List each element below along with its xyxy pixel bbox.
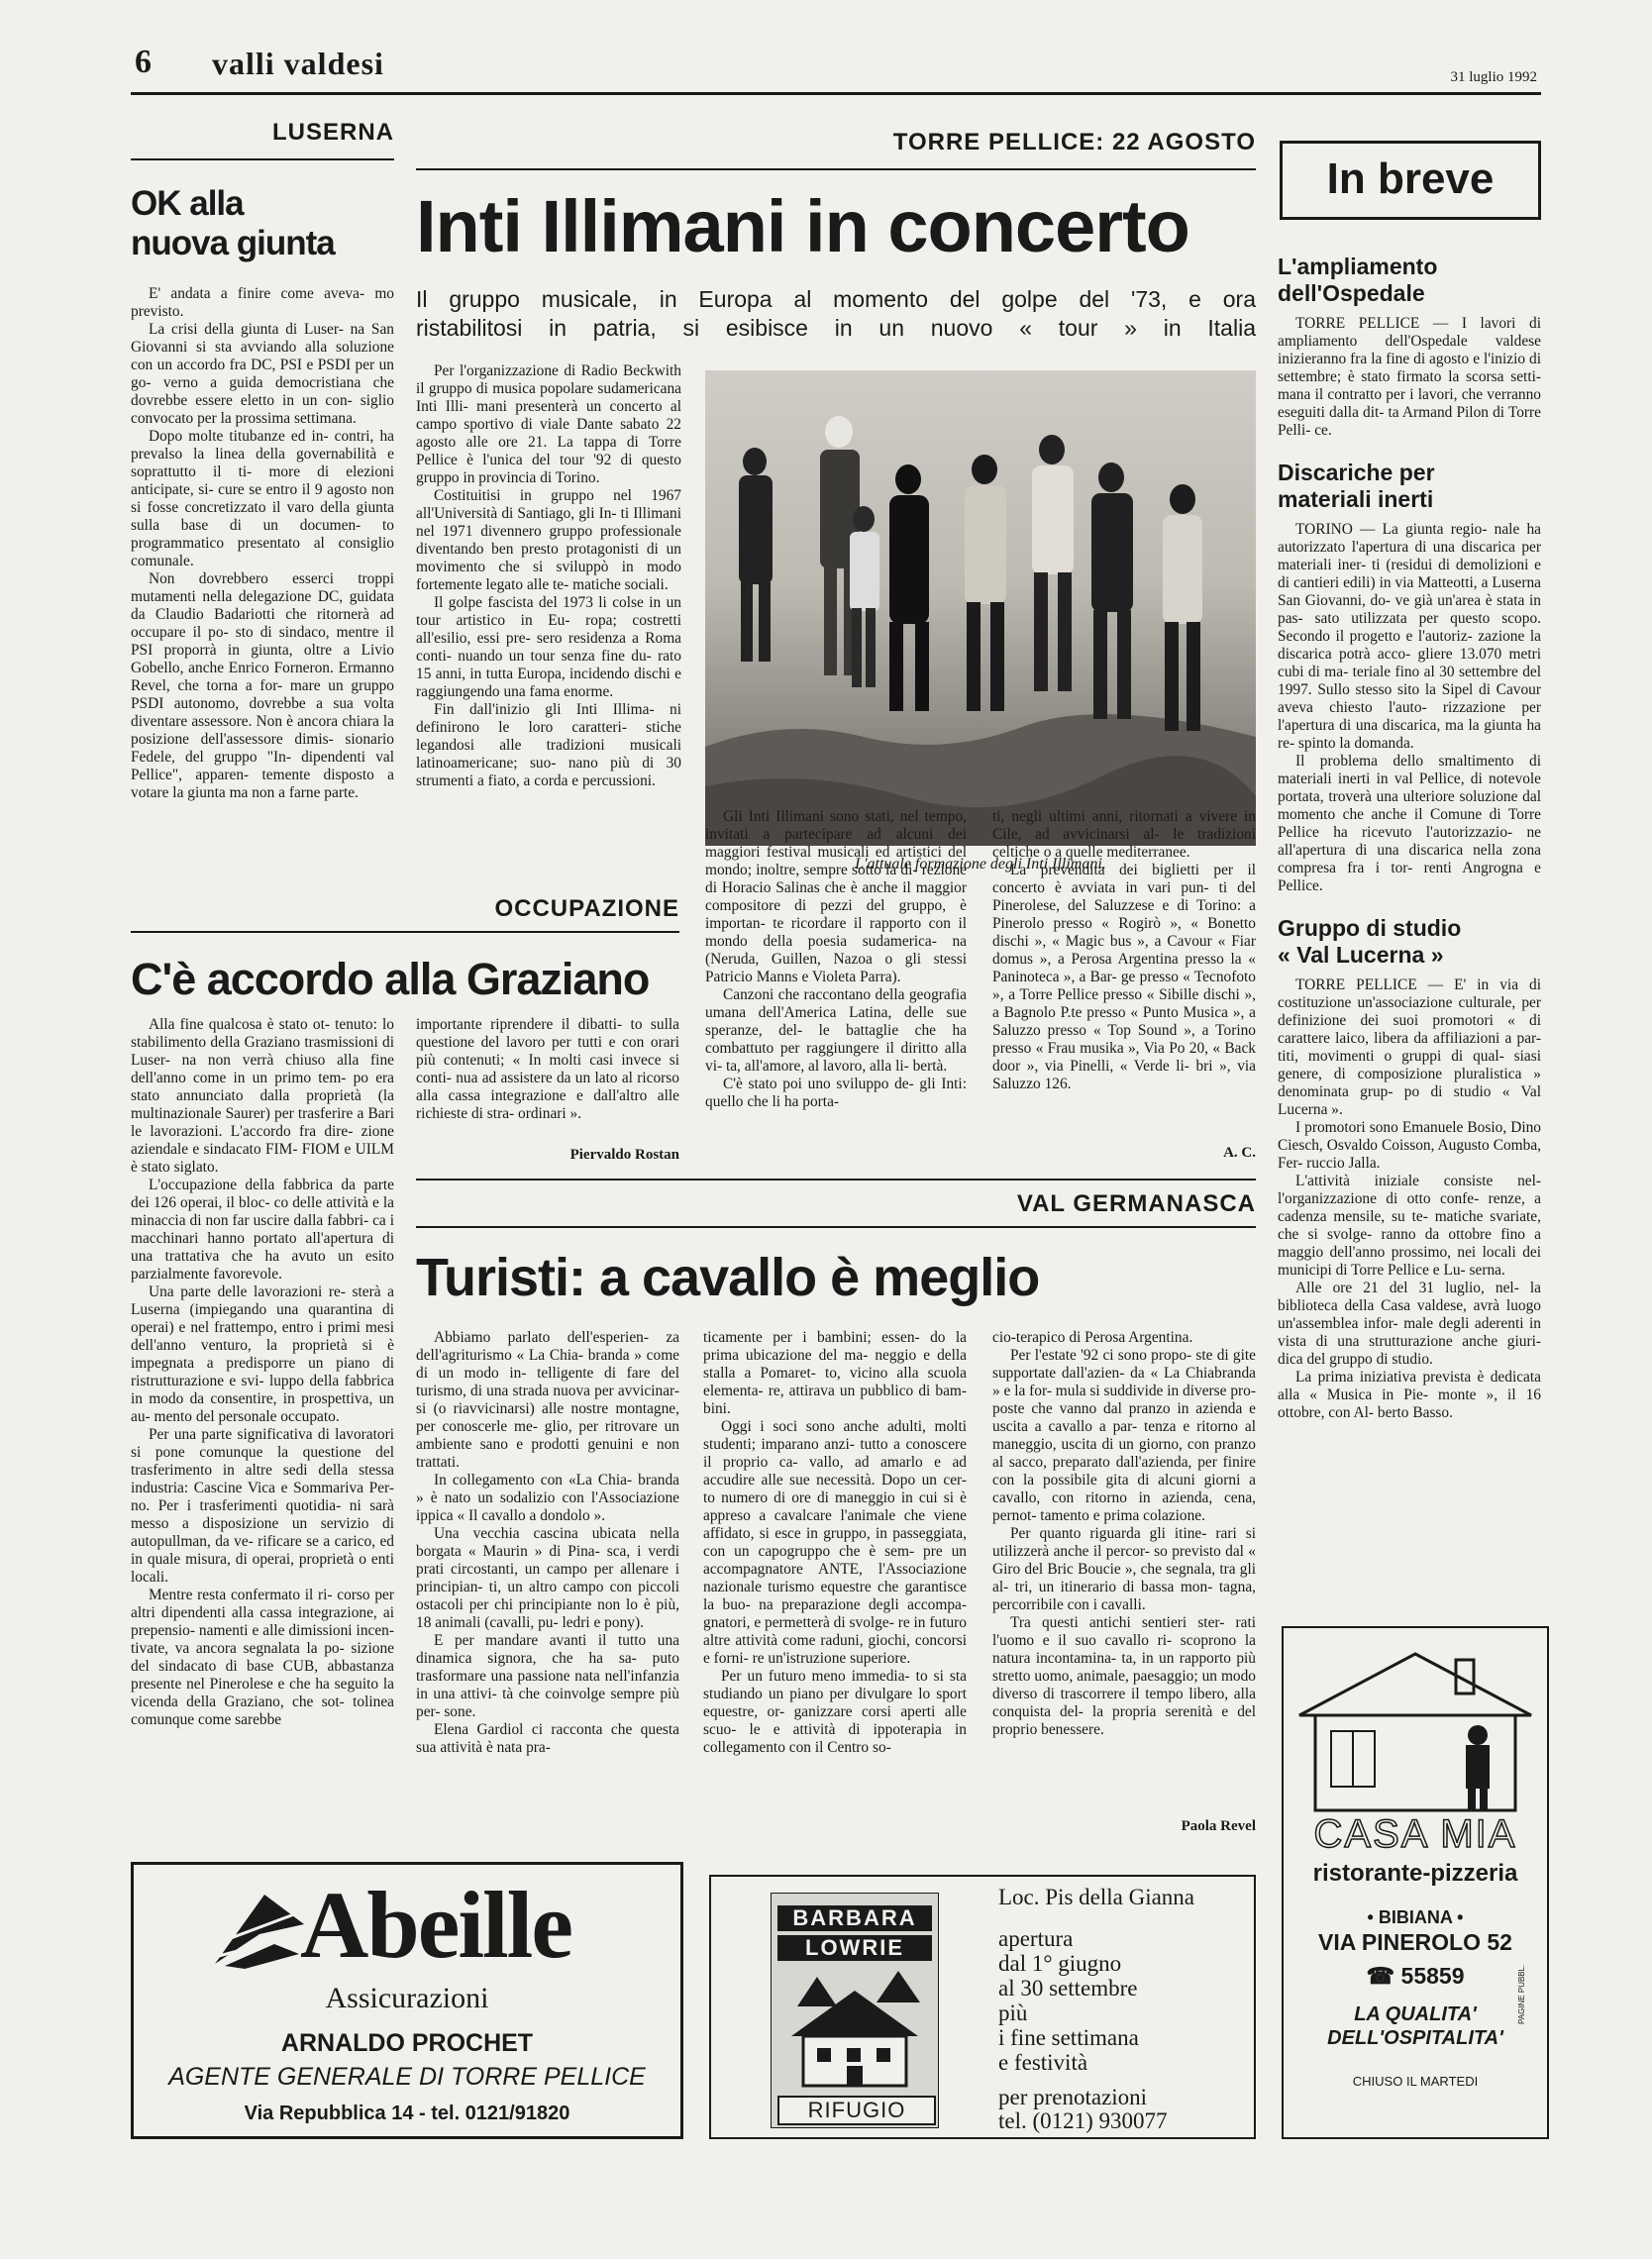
brief-paragraph: I promotori sono Emanuele Bosio, Dino Ciesch, Osvaldo Coisson, Augusto Comba, Fer- ruccio Jalla. xyxy=(1278,1119,1541,1172)
graziano-paragraph: L'occupazione della fabbrica da parte dei 126 operai, il bloc- co delle attività e la minaccia di non far uscire dalla fabbri- ca i macchinari hanno portato all'apertura di una trattativa che ha avuto un esito parzialmente favorevole. xyxy=(131,1177,394,1283)
abeille-sub: Assicurazioni xyxy=(325,1982,489,2014)
inti-article xyxy=(416,119,1256,872)
brief-title-ospedale: L'ampliamento dell'Ospedale xyxy=(1278,254,1438,306)
turisti-signature: Paola Revel xyxy=(1181,1818,1256,1834)
luserna-kicker-rule xyxy=(131,158,394,160)
casamia-closed: CHIUSO IL MARTEDI xyxy=(1352,2074,1479,2089)
brief-text-gruppo-studio xyxy=(1278,976,1541,1422)
rifugio-booking: per prenotazioni xyxy=(998,2085,1148,2109)
brief-paragraph: L'attività iniziale consiste nel- l'organizzazione di otto confe- renze, a cadenza mensile, su te- matiche svariate, che si svolge- ranno da ottobre fino a maggio dell'anno prossimo, nei locali dei municipi di Torre Pellice e Lu- serna. xyxy=(1278,1173,1541,1279)
turisti-top-rule xyxy=(416,1179,1256,1181)
inti-paragraph: ti, negli ultimi anni, ritornati a vivere in Cile, ad avvicinarsi al- le tradizioni celtiche o a quelle mediterranee. xyxy=(992,808,1256,861)
masthead-rule xyxy=(131,92,1541,95)
brief-paragraph: Il problema dello smaltimento di materiali inerti in val Pellice, di notevole portata, troverà una ulteriore soluzione dal momento che anche il Comune di Torre Pellice ha ricevuto l'autorizzazio- ne all'apertura di una discarica nella zona compresa fra i tor- renti Angrogna e Pellice. xyxy=(1278,753,1541,894)
rifugio-logo-line1: BARBARA xyxy=(777,1905,932,1931)
rifugio-logo-bottom: RIFUGIO xyxy=(777,2096,936,2125)
brief-text-discariche xyxy=(1278,521,1541,895)
inti-subtitle-line1: Il gruppo musicale, in Europa al momento del golpe del '73, e ora xyxy=(416,286,1256,312)
casamia-credit: PAGINE PUBBL. xyxy=(1517,1964,1526,2024)
brief-text-ospedale xyxy=(1278,315,1541,440)
graziano-paragraph: importante riprendere il dibatti- to sulla questione del lavoro per tutti e con orari più contenuti; « In molti casi invece si conti- nua ad assistere da un lato al ricorso alla cassa integrazione e dall'altro alle richieste di stra- ordinari ». xyxy=(416,1016,679,1122)
inti-paragraph: Gli Inti Illimani sono stati, nel tempo, invitati a partecipare ad alcuni dei maggiori festival musicali ed artistici del mondo; inoltre, sempre sotto la di- rezione di Horacio Salinas che è anche il maggior compositore di pezzi del gruppo, è importan- te ricordare il rapporto con il mondo della poesia sudamerica- na (Neruda, Guillen, Nazoa o gli stessi Patricio Manns e Violeta Parra). xyxy=(705,808,967,985)
rifugio-hours: apertura dal 1° giugno al 30 settembre più i fine settimana e festività xyxy=(998,1926,1139,2075)
graziano-signature: Piervaldo Rostan xyxy=(569,1147,679,1163)
inti-column-1 xyxy=(416,362,681,790)
graziano-kicker: OCCUPAZIONE xyxy=(494,895,679,922)
inti-photo-caption: L'attuale formazione degli Inti Illimani. xyxy=(855,856,1106,873)
luserna-paragraph: Non dovrebbero esserci troppi mutamenti nella delegazione DC, guidata da Claudio Badariotti che ritornerà ad occupare il po- sto di sindaco, mentre il PSI proporrà in giunta, oltre a Livio Gobello, anche Enrico Forneron. Ermanno Revel, che torna a for- mare un gruppo PSDI autonomo, dovrebbe a sua volta diventare assessore. Non è ancora chiara la posizione dell'assessore dimis- sionario Fedele, del gruppo "In- dipendenti val Pellice", apparen- temente disposto a votare la giunta ma non a farne parte. xyxy=(131,570,394,801)
turisti-paragraph: Una vecchia cascina ubicata nella borgata « Maurin » di Pina- sca, i verdi prati circostanti, un campo per allenare i principian- ti, un altro campo con piccoli ostacoli per chi principiante non lo è più, 18 animali (cavalli, pu- ledri e pony). xyxy=(416,1525,679,1631)
casamia-type: ristorante-pizzeria xyxy=(1312,1860,1518,1887)
brief-paragraph: Alle ore 21 del 31 luglio, nel- la biblioteca della Casa valdese, avrà luogo un'assemblea infor- male degli aderenti in vista di una strutturazione anche giuri- dica del gruppo di studio. xyxy=(1278,1280,1541,1368)
abeille-logo-icon xyxy=(205,1885,314,1974)
rifugio-phone: tel. (0121) 930077 xyxy=(998,2108,1168,2133)
luserna-kicker: LUSERNA xyxy=(271,119,394,146)
turisti-paragraph: Tra questi antichi sentieri ster- rati l'uomo e il suo cavallo ri- scoprono la natura incontamina- ta, in un rapporto più stretto uomo, animale, paesaggio; un modo diverso di trascorrere il tempo libero, alla conquista del- la propria serenità e del proprio benessere. xyxy=(992,1614,1256,1738)
inti-column-3 xyxy=(992,808,1256,1093)
inti-kicker-rule xyxy=(416,168,1256,170)
rifugio-logo-line2: LOWRIE xyxy=(777,1935,932,1961)
graziano-paragraph: Una parte delle lavorazioni re- sterà a Luserna (impiegando una quarantina di operai) e nel frattempo, entro i primi mesi dell'anno venturo, la proprietà si è impegnata a predisporre un piano di ristrutturazione e svi- luppo della fabbrica in modo da consentire, in prospettiva, un au- mento del personale occupato. xyxy=(131,1284,394,1425)
luserna-body xyxy=(131,285,394,802)
brief-paragraph: La prima iniziativa prevista è dedicata alla « Musica in Pie- monte », il 16 ottobre, con Al- berto Basso. xyxy=(1278,1369,1541,1421)
chalet-icon xyxy=(777,1967,932,2096)
ad-abeille[interactable] xyxy=(131,1862,683,2139)
ad-rifugio[interactable] xyxy=(709,1875,1256,2139)
turisti-title: Turisti: a cavallo è meglio xyxy=(416,1248,1040,1307)
turisti-paragraph: cio-terapico di Perosa Argentina. xyxy=(992,1329,1193,1346)
turisti-column-1 xyxy=(416,1329,679,1757)
graziano-kicker-rule xyxy=(131,931,679,933)
in-breve-header: In breve xyxy=(1326,154,1495,203)
turisti-paragraph: E per mandare avanti il tutto una dinamica signora, che ha sa- puto trasformare una passione nata nell'infanzia in una attivi- tà che coinvolge sempre più per- sone. xyxy=(416,1632,679,1720)
graziano-paragraph: Alla fine qualcosa è stato ot- tenuto: lo stabilimento della Graziano trasmissioni di Luser- na non verrà chiuso alla fine dell'anno come in un primo tem- po era stato annunciato dalla proprietà (la multinazionale Saurer) per trasferire a Bari le lavorazioni. L'accordo fra dire- zione aziendale e sindacato FIM- FIOM e UILM è stato siglato. xyxy=(131,1016,394,1176)
turisti-paragraph: Per un futuro meno immedia- to si sta studiando un piano per divulgare lo sport equestre, or- ganizzare corsi aperti alle scuo- le e attività di ippoterapia in collegamento con il Centro so- xyxy=(703,1668,967,1756)
turisti-paragraph: ticamente per i bambini; essen- do la prima ubicazione del ma- neggio e della stalla a Pomaret- to, vicino alla scuola elementa- re, attirava un pubblico di bam- bini. xyxy=(703,1329,967,1417)
inti-paragraph: Canzoni che raccontano della geografia umana dell'America Latina, delle sue speranze, del- le battaglie che ha combattuto per raggiungere il diritto alla vi- ta, all'amore, al lavoro, alla li- bertà. xyxy=(705,986,967,1075)
turisti-paragraph: In collegamento con «La Chia- branda » è nato un sodalizio con l'Associazione ippica « Il cavallo a dondolo ». xyxy=(416,1472,679,1524)
graziano-title: C'è accordo alla Graziano xyxy=(131,954,650,1004)
turisti-paragraph: Elena Gardiol ci racconta che questa sua attività è nata pra- xyxy=(416,1721,679,1756)
ad-casamia[interactable] xyxy=(1282,1626,1549,2139)
turisti-paragraph: Oggi i soci sono anche adulti, molti studenti; imparano anzi- tutto a conoscere il proprio ca- vallo, ad amarlo e ad accudire alle sue necessità. Dopo un cer- to numero di ore di maneggio in cui si è appreso a cavalcare l'animale che viene affidato, si esce in gruppo, in passeggiata, con un capogruppo che è sem- pre un accompagnatore ANTE, l'Associazione nazionale turismo equestre che garantisce la buo- na preparazione degli accompa- gnatori, e permetterà di svolge- re in futuro altre attività come raduni, giochi, concorsi e forni- re un'istruzione superiore. xyxy=(703,1418,967,1667)
casamia-brand: CASA MIA xyxy=(1313,1812,1517,1856)
turisti-paragraph: Abbiamo parlato dell'esperien- za dell'agriturismo « La Chia- branda » come di un modo in- telligente di fare del turismo, di una strada nuova per avvicinar- si (o riavvicinarsi) alle nostre montagne, per conoscerle me- glio, per ritrovare un ambiente sano e prodotti genuini e non trattati. xyxy=(416,1329,679,1471)
graziano-paragraph: Mentre resta confermato il ri- corso per altri dipendenti alla cassa integrazione, ai prepensio- namenti e alle dimissioni incen- tivate, va ancora segnalata la po- sizione del sindacato di base CUB, abbastanza presente nel Pinerolese e che ha seguito la vicenda della Graziano, che sot- tolinea comunque come sarebbe xyxy=(131,1587,394,1728)
brief-title-discariche: Discariche per materiali inerti xyxy=(1278,460,1435,512)
inti-paragraph: La prevendita dei biglietti per il concerto è avviata in vari pun- ti del Pinerolese, del Saluzzese e di Torino: a Pinerolo presso « Rogirò », « Bonetto dischi », « Magic bus », a Cavour « Fiar domus », a Perosa Argentina presso la « Paninoteca », a Bar- ge presso « Tecnofoto », a Torre Pellice presso « Sibille dischi », a Bagnolo P.te presso « Punto Musica », a Saluzzo presso « Top Sound », a Torino presso « Frau musika », Via Po 20, « Back door », via Pinelli, « Verde li- bri », via Saluzzo 126. xyxy=(992,862,1256,1092)
luserna-paragraph: E' andata a finire come aveva- mo previsto. xyxy=(131,285,394,320)
issue-date: 31 luglio 1992 xyxy=(1450,69,1537,85)
inti-photo xyxy=(705,370,1256,846)
inti-paragraph: C'è stato poi uno sviluppo de- gli Inti: quello che li ha porta- xyxy=(705,1076,967,1110)
luserna-paragraph: Dopo molte titubanze ed in- contri, ha prevalso la linea della governabilità e soprattutto il ti- more di elezioni anticipate, si- cure se entro il 9 agosto non si fosse concretizzato il varo della giunta sulla base di un documen- to programmatico presentato al consiglio comunale. xyxy=(131,428,394,569)
abeille-brand: Abeille xyxy=(300,1872,571,1978)
brief-paragraph: TORRE PELLICE — I lavori di ampliamento dell'Ospedale valdese inizieranno fra la fine di agosto e l'inizio di settembre; è stato firmato la scorsa setti- mana il contratto per i lavori, che verranno eseguiti dalla dit- ta Armand Pilon di Torre Pelli- ce. xyxy=(1278,315,1541,439)
turisti-column-2 xyxy=(703,1329,967,1757)
casamia-phone-row xyxy=(1284,1963,1547,1990)
luserna-title xyxy=(131,184,335,263)
luserna-title-line2: nuova giunta xyxy=(131,224,335,262)
inti-title: Inti Illimani in concerto xyxy=(416,185,1189,267)
luserna-title-line1: OK alla xyxy=(131,184,244,223)
inti-paragraph: Costituitisi in gruppo nel 1967 all'Università di Santiago, gli In- ti Illimani nel 1971 divennero gruppo professionale diventando ben presto protagonisti di un movimento che si sviluppò in modo fortemente legato alle te- matiche sociali. xyxy=(416,487,681,593)
in-breve-header-box xyxy=(1280,141,1541,220)
rifugio-logo xyxy=(771,1893,939,2128)
inti-kicker: TORRE PELLICE: 22 AGOSTO xyxy=(892,129,1256,155)
luserna-paragraph: La crisi della giunta di Luser- na San Giovanni si sta avviando alla soluzione con un accordo fra DC, PSI e PSDI per un go- verno a guida democristiana che dovrebbe essere eletto in un con- siglio convocato per la prossima settimana. xyxy=(131,321,394,427)
graziano-column-2 xyxy=(416,1016,679,1123)
abeille-agent-role: AGENTE GENERALE DI TORRE PELLICE xyxy=(168,2063,646,2091)
abeille-agent-name: ARNALDO PROCHET xyxy=(280,2029,534,2057)
casamia-town: • BIBIANA • xyxy=(1367,1907,1464,1927)
phone-icon: ☎ xyxy=(1366,1963,1395,1989)
turisti-paragraph: Per l'estate '92 ci sono propo- ste di gite supportate dall'azien- da « La Chiabranda » e la for- mula si suddivide in diverse pro- poste che vanno dal pranzo in azienda e uscita a cavallo a par- tenza e ritorno al maneggio, uscita di un giorno, con pranzo al sacco, preparato dall'azienda, per finire con la possibile gita di alcuni giorni a cavallo, con ritorno in azienda, cena, pernot- tamento e prima colazione. xyxy=(992,1347,1256,1524)
inti-paragraph: Per l'organizzazione di Radio Beckwith il gruppo di musica popolare sudamericana Inti Illi- mani presenterà un concerto al campo sportivo di viale Dante sabato 22 agosto alle ore 21. La tappa di Torre Pellice è l'unica del tour '92 di questo gruppo in provincia di Torino. xyxy=(416,362,681,486)
graziano-column-1 xyxy=(131,1016,394,1729)
turisti-kicker: VAL GERMANASCA xyxy=(1016,1190,1256,1217)
house-chef-icon xyxy=(1293,1646,1537,1814)
casamia-address: VIA PINEROLO 52 xyxy=(1318,1929,1512,1955)
rifugio-location: Loc. Pis della Gianna xyxy=(998,1885,1195,1909)
inti-subtitle xyxy=(416,285,1256,343)
inti-paragraph: Fin dall'inizio gli Inti Illima- ni definirono le loro caratteri- stiche legandosi alle tradizioni musicali latinoamericane; suo- nano più di 30 strumenti a fiato, a corda e percussioni. xyxy=(416,701,681,789)
inti-signature: A. C. xyxy=(1223,1145,1256,1161)
turisti-kicker-rule xyxy=(416,1226,1256,1228)
brief-paragraph: TORINO — La giunta regio- nale ha autorizzato l'apertura di una discarica per materiali iner- ti (residui di demolizioni e di cantieri edili) in via Matteotti, a Luserna San Giovanni, do- ve già un'area è stata in pas- sato utilizzata per questo scopo. Secondo il progetto e l'autoriz- zazione la discarica potrà acco- gliere 13.070 metri cubi di ma- teriale fino al 30 settembre del 1997. Sullo stesso sito la Sipel di Cavour aveva chiesto l'auto- rizzazione per l'apertura di una discarica, ma la giunta ha re- spinto la domanda. xyxy=(1278,521,1541,752)
luserna-article xyxy=(131,119,394,801)
in-breve-column xyxy=(1278,254,1541,1422)
brief-paragraph: TORRE PELLICE — E' in via di costituzione un'associazione culturale, per definizione dei suoi promotori « di carattere laico, libera da affiliazioni a par- titi, movimenti o gruppi di qual- siasi genere, di composizione pluralistica » denominata grup- po di studio « Val Lucerna ». xyxy=(1278,976,1541,1118)
casamia-phone: 55859 xyxy=(1400,1963,1465,1989)
paper-name: valli valdesi xyxy=(212,46,384,81)
band-photo-illustration xyxy=(705,370,1256,846)
turisti-paragraph: Per quanto riguarda gli itine- rari si utilizzerà anche il percor- so previsto dal « Giro del Bric Boucie », che segnala, tra gli al- tri, un itinerario di bassa mon- tagna, percorribile con i cavalli. xyxy=(992,1525,1256,1613)
abeille-address: Via Repubblica 14 - tel. 0121/91820 xyxy=(244,2103,570,2124)
casamia-slogan: LA QUALITA' DELL'OSPITALITA' xyxy=(1327,2003,1503,2049)
inti-subtitle-line2: ristabilitosi in patria, si esibisce in un nuovo « tour » in Italia xyxy=(416,315,1256,341)
inti-paragraph: Il golpe fascista del 1973 li colse in un tour artistico in Eu- ropa; costretti all'esilio, essi pre- sero residenza a Roma conti- nuando un tour senza fine du- rato 15 anni, in tutta Europa, incidendo dischi e raggiungendo una fama enorme. xyxy=(416,594,681,700)
turisti-column-3 xyxy=(992,1329,1256,1739)
graziano-paragraph: Per una parte significativa di lavoratori si pone comunque la questione del trasferimento in altre sedi della stessa industria: Cascine Vica e Sommariva Per- no. Per i trasferimenti quotidia- ni sarà messo a disposizione un servizio di autopullman, da ve- rificare se a carico, ed in quale misura, di operai, proprietà o enti locali. xyxy=(131,1426,394,1586)
brief-title-gruppo-studio: Gruppo di studio « Val Lucerna » xyxy=(1278,915,1462,968)
inti-column-2 xyxy=(705,808,967,1111)
page-number: 6 xyxy=(135,44,152,80)
